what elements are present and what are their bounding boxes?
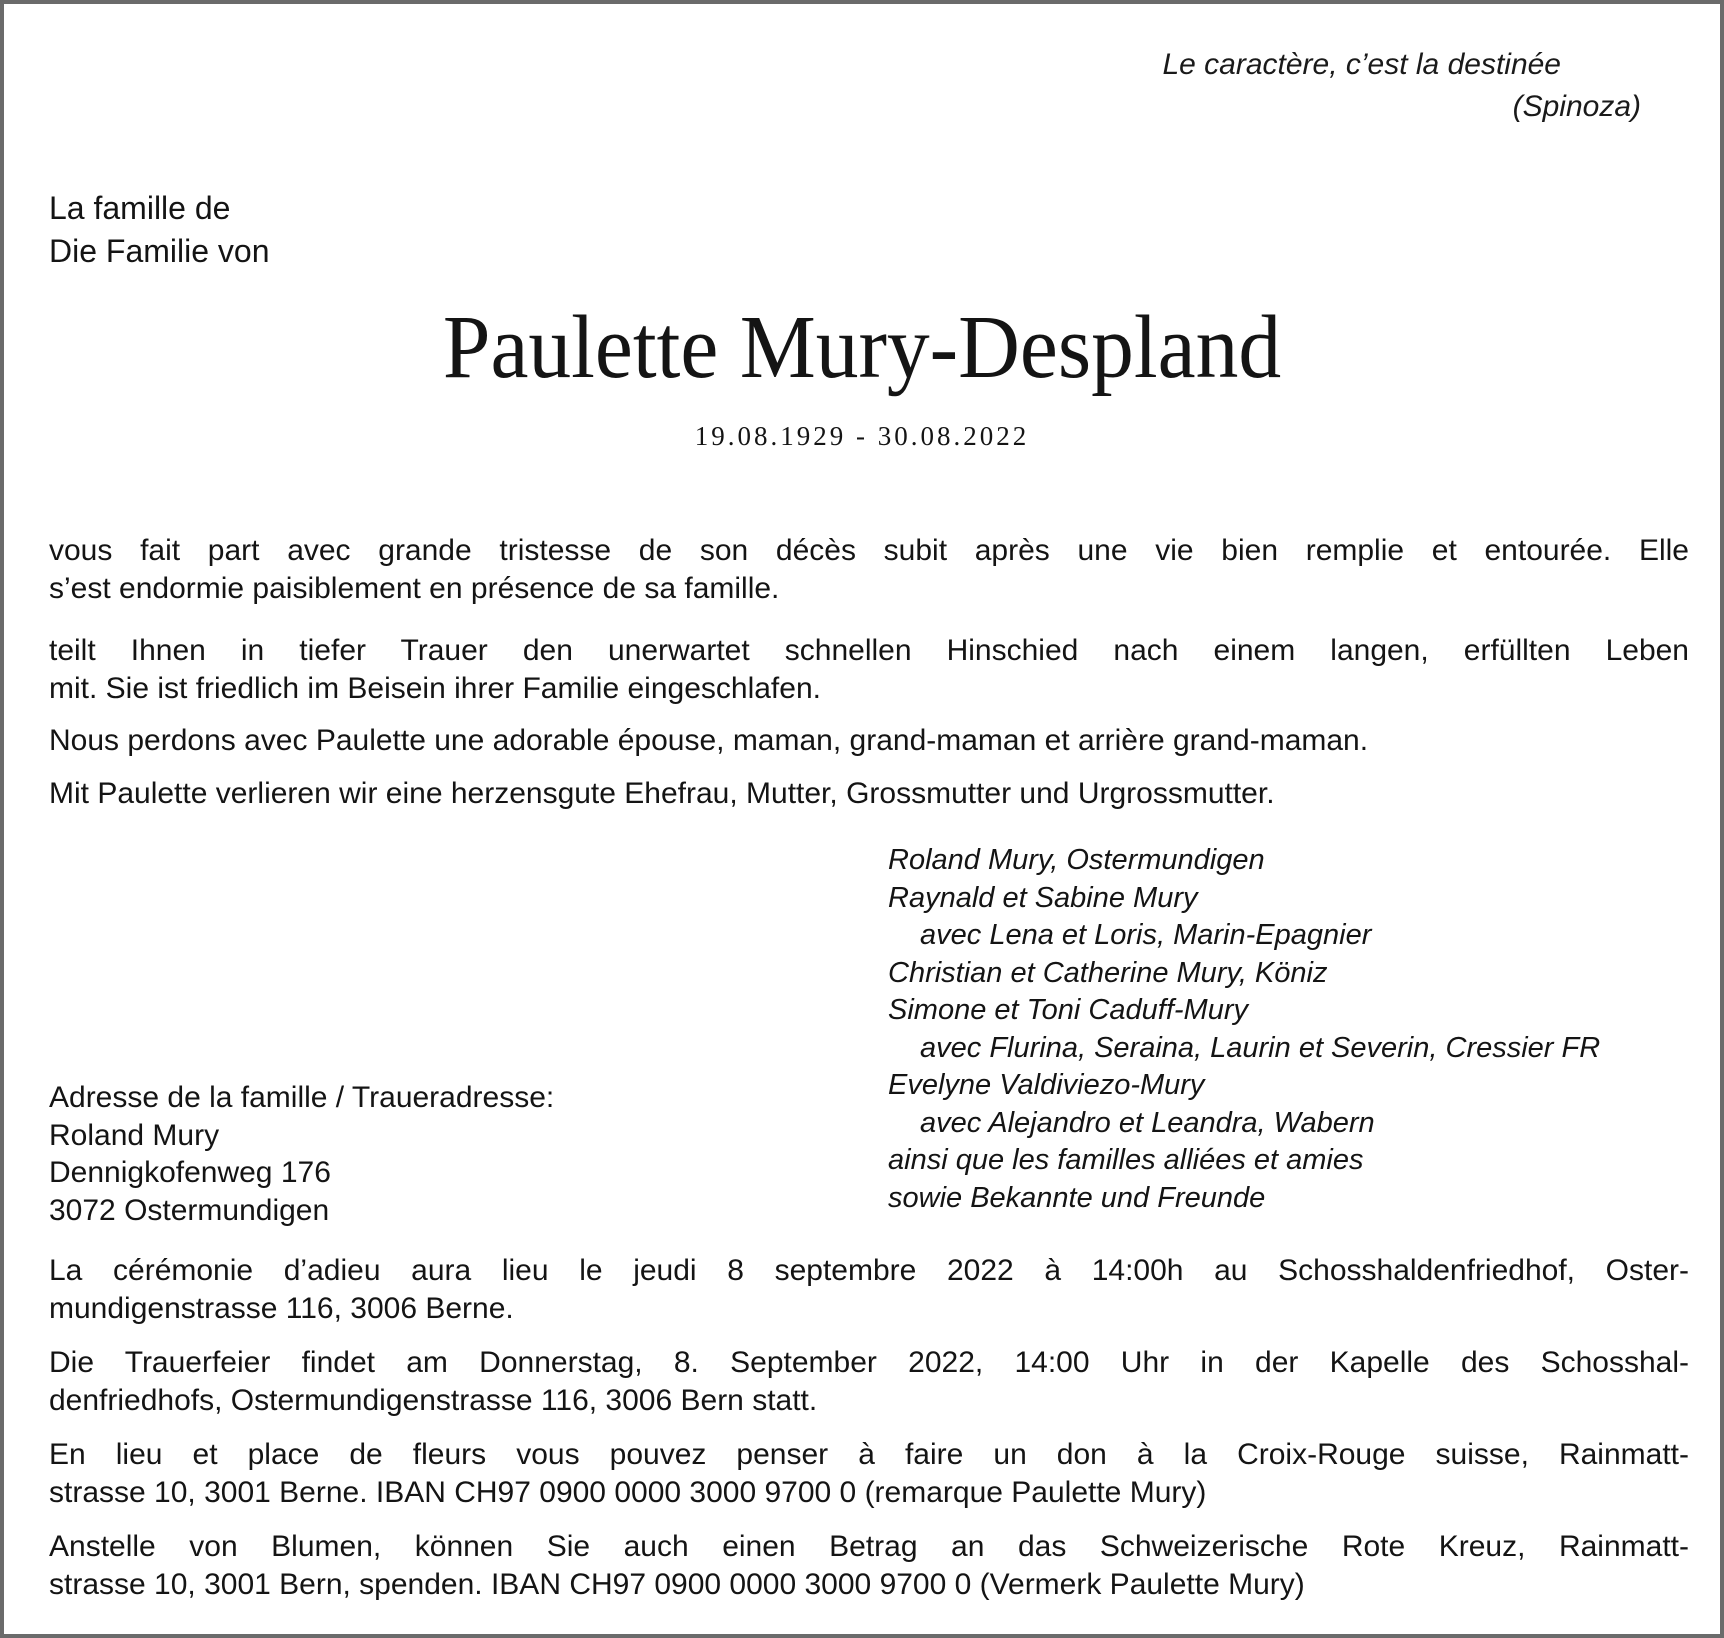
- announcement-line: teilt Ihnen in tiefer Trauer den unerwartet schnellen Hinschied nach einem langen, erfüllten Leben: [49, 634, 1689, 667]
- family-member-line: Simone et Toni Caduff-Mury: [888, 994, 1248, 1026]
- intro-block: [49, 187, 270, 273]
- donation-line: strasse 10, 3001 Bern, spenden. IBAN CH97 0900 0000 3000 9700 0 (Vermerk Paulette Mury): [49, 1567, 1305, 1601]
- ceremony-line: Die Trauerfeier findet am Donnerstag, 8. September 2022, 14:00 Uhr in der Kapelle des Schosshal-: [49, 1346, 1689, 1379]
- tribute-line-french: [49, 722, 1689, 760]
- announcement-line: mit. Sie ist friedlich im Beisein ihrer Familie eingeschlafen.: [49, 671, 821, 705]
- family-member-line: avec Flurina, Seraina, Laurin et Severin, Cressier FR: [920, 1031, 1601, 1064]
- family-member-line: avec Alejandro et Leandra, Wabern: [920, 1106, 1375, 1139]
- donation-line: En lieu et place de fleurs vous pouvez penser à faire un don à la Croix-Rouge suisse, Rainmatt-: [49, 1438, 1689, 1471]
- announcement-line: Mit Paulette verlieren wir eine herzensgute Ehefrau, Mutter, Grossmutter und Urgrossmutter.: [49, 776, 1275, 810]
- family-closing-line-french: ainsi que les familles alliées et amies: [888, 1144, 1364, 1176]
- family-closing-line-german: sowie Bekannte und Freunde: [888, 1181, 1266, 1214]
- ceremony-line: mundigenstrasse 116, 3006 Berne.: [49, 1291, 514, 1325]
- mourning-address-block: [49, 1079, 554, 1229]
- donation-paragraph-german: [49, 1528, 1689, 1603]
- family-member-line: Evelyne Valdiviezo-Mury: [888, 1069, 1205, 1101]
- tribute-line-german: [49, 775, 1689, 813]
- address-label: Adresse de la famille / Traueradresse:: [49, 1081, 555, 1114]
- address-name: Roland Mury: [49, 1118, 220, 1152]
- address-city: 3072 Ostermundigen: [49, 1193, 330, 1227]
- announcement-paragraph-french: [49, 532, 1689, 607]
- life-dates: 19.08.1929 - 30.08.2022: [694, 421, 1030, 451]
- quote-attribution: (Spinoza): [1512, 90, 1641, 123]
- quote-text: Le caractère, c’est la destinée: [1162, 48, 1561, 81]
- donation-paragraph-french: [49, 1436, 1689, 1511]
- donation-line: Anstelle von Blumen, können Sie auch einen Betrag an das Schweizerische Rote Kreuz, Rainmatt-: [49, 1530, 1689, 1563]
- ceremony-paragraph-french: [49, 1252, 1689, 1327]
- ceremony-line: La cérémonie d’adieu aura lieu le jeudi 8 septembre 2022 à 14:00h au Schosshaldenfriedhof, Oster-: [49, 1254, 1689, 1287]
- family-member-line: avec Lena et Loris, Marin-Epagnier: [920, 919, 1372, 951]
- announcement-paragraph-german: [49, 632, 1689, 707]
- announcement-line: Nous perdons avec Paulette une adorable épouse, maman, grand-maman et arrière grand-maman.: [49, 724, 1369, 757]
- mourners-list: [888, 842, 1600, 1217]
- announcement-line: vous fait part avec grande tristesse de son décès subit après une vie bien remplie et entourée. Elle: [49, 534, 1689, 567]
- address-street: Dennigkofenweg 176: [49, 1156, 331, 1189]
- intro-line-german: Die Familie von: [49, 233, 270, 269]
- donation-line: strasse 10, 3001 Berne. IBAN CH97 0900 0000 3000 9700 0 (remarque Paulette Mury): [49, 1475, 1207, 1509]
- family-member-line: Roland Mury, Ostermundigen: [888, 844, 1265, 876]
- family-member-line: Raynald et Sabine Mury: [888, 881, 1198, 914]
- announcement-block: [49, 532, 1689, 827]
- ceremony-line: denfriedhofs, Ostermundigenstrasse 116, 3006 Bern statt.: [49, 1383, 818, 1417]
- announcement-line: s’est endormie paisiblement en présence de sa famille.: [49, 571, 780, 605]
- family-member-line: Christian et Catherine Mury, Köniz: [888, 956, 1328, 989]
- quote-block: [1162, 44, 1641, 128]
- intro-line-french: La famille de: [49, 190, 231, 226]
- deceased-name: Paulette Mury-Despland: [442, 298, 1282, 397]
- ceremony-paragraph-german: [49, 1344, 1689, 1419]
- ceremony-block: [49, 1252, 1689, 1620]
